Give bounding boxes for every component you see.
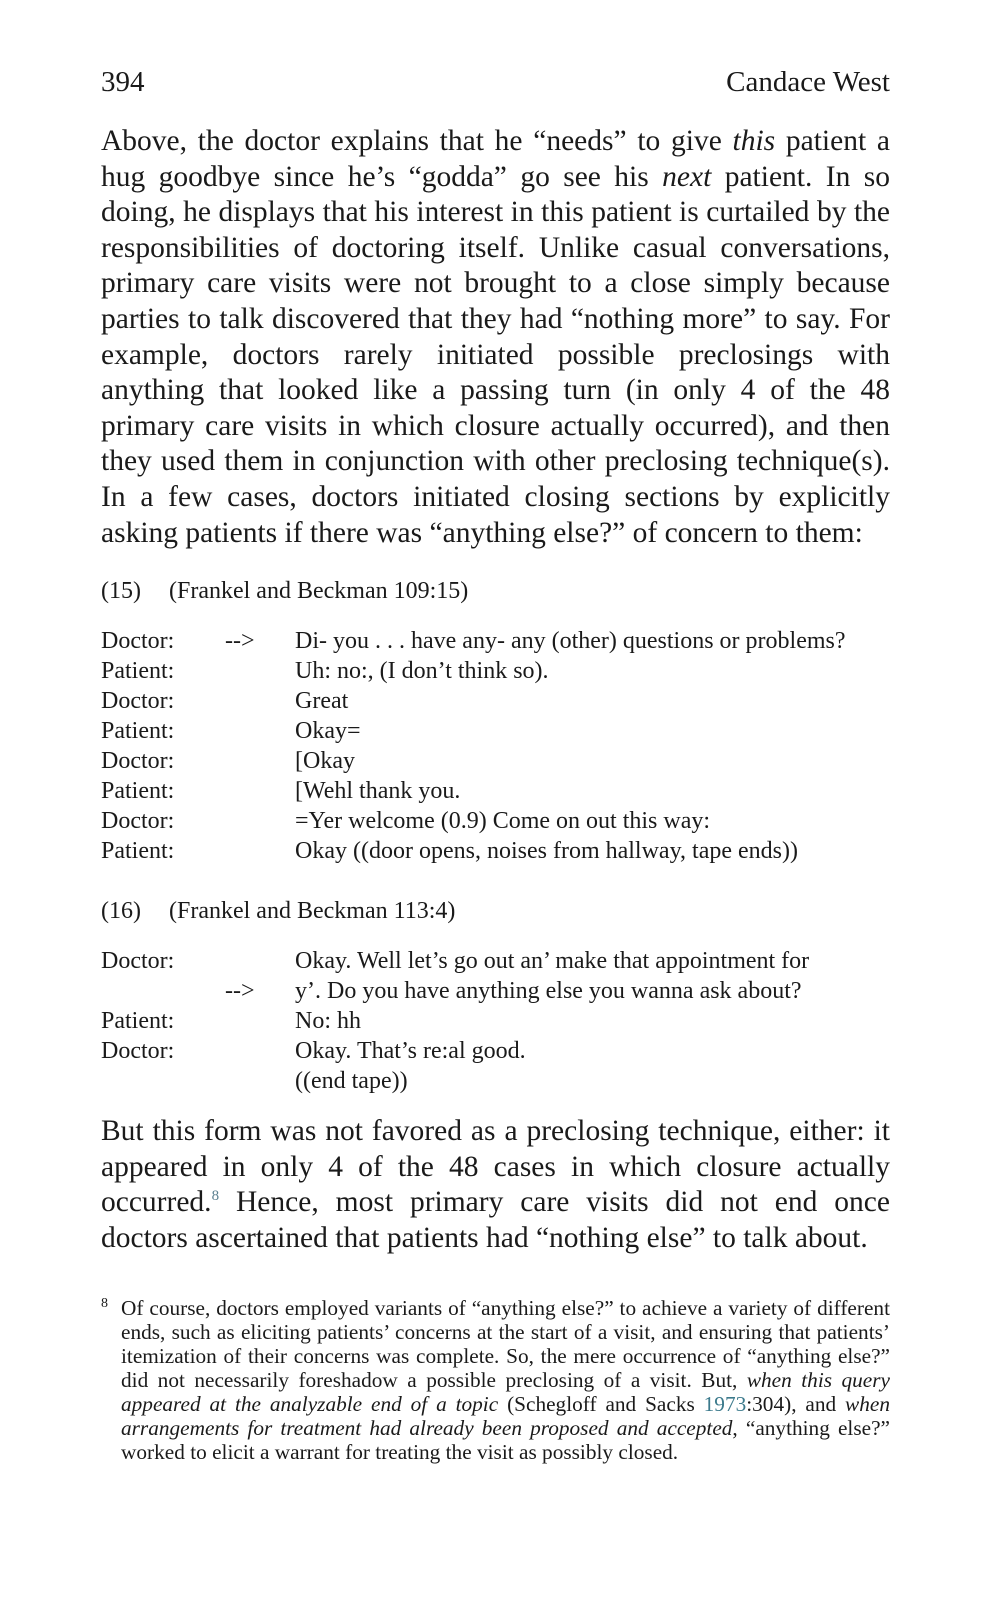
text-segment: patient. In so doing, he displays that his interest in this patient is curtailed by the responsibilities of doctoring itself. Unlike casual conversations, primary care visits were not brought to a close simply because parties to talk discovered that they had “nothing more” to say. For example, doctors rarely initiated possible preclosings with anything that looked like a passing turn (in only 4 of the 48 primary care visits in which closure actually occurred), and then they used them in conjunction with other preclosing technique(s). In a few cases, doctors initiated closing sections by explicitly asking patients if there was “anything else?” of concern to them:	[101, 160, 890, 549]
footnote-body	[121, 1296, 890, 1464]
utterance: y’. Do you have anything else you wanna ask about?	[295, 978, 802, 1004]
speaker-label: Patient:	[101, 838, 175, 864]
utterance: Di- you . . . have any- any (other) questions or problems?	[295, 628, 846, 654]
page-number: 394	[101, 66, 145, 98]
running-header	[101, 66, 890, 102]
text-segment: :304), and	[746, 1392, 846, 1416]
transcript-line	[101, 776, 901, 806]
footnote	[101, 1296, 890, 1464]
example-16-heading	[101, 898, 455, 925]
utterance: Okay ((door opens, noises from hallway, tape ends))	[295, 838, 798, 864]
utterance: Great	[295, 688, 349, 714]
transcript-line	[101, 686, 901, 716]
utterance: [Wehl thank you.	[295, 778, 461, 804]
text-segment: But this form was not favored as a preclosing technique, either: it appeared in only 4 of the 48 cases in which closure actually occurred.	[101, 1115, 890, 1219]
utterance: Uh: no:, (I don’t think so).	[295, 658, 549, 684]
speaker-label: Doctor:	[101, 688, 175, 714]
transcript-line	[101, 746, 901, 776]
example-15-heading	[101, 578, 468, 605]
utterance: Okay. Well let’s go out an’ make that appointment for	[295, 948, 810, 974]
transcript-line	[101, 1006, 901, 1036]
utterance: =Yer welcome (0.9) Come on out this way:	[295, 808, 711, 834]
emphasis-this: this	[732, 125, 776, 157]
emphasis: when this query appeared at the analyzable end of a topic	[121, 1368, 890, 1416]
citation-link[interactable]: 1973	[703, 1392, 747, 1416]
footnote-reference[interactable]: 8	[211, 1188, 220, 1205]
transcript-line	[101, 836, 901, 866]
utterance: ((end tape))	[295, 1068, 408, 1094]
utterance: No: hh	[295, 1008, 361, 1034]
example-number: (15)	[101, 578, 141, 604]
text-segment: patient a hug goodbye since he’s “godda” go see his	[101, 125, 890, 193]
speaker-label: Doctor:	[101, 1038, 175, 1064]
text-segment: , “anything else?” worked to elicit a warrant for treating the visit as possibly closed.	[121, 1416, 890, 1464]
example-source: (Frankel and Beckman 113:4)	[169, 898, 456, 924]
speaker-label: Patient:	[101, 658, 175, 684]
transcript-line	[101, 656, 901, 686]
transcript-line	[101, 976, 901, 1006]
transcript-line	[101, 1066, 901, 1096]
example-number: (16)	[101, 898, 141, 924]
utterance: [Okay	[295, 748, 355, 774]
target-arrow: -->	[225, 628, 255, 654]
speaker-label: Patient:	[101, 778, 175, 804]
body-paragraph-2	[101, 1114, 890, 1256]
speaker-label: Patient:	[101, 1008, 175, 1034]
utterance: Okay. That’s re:al good.	[295, 1038, 526, 1064]
text-segment: (Schegloff and Sacks	[498, 1392, 704, 1416]
speaker-label: Doctor:	[101, 628, 175, 654]
transcript-line	[101, 806, 901, 836]
speaker-label: Doctor:	[101, 808, 175, 834]
transcript-line	[101, 716, 901, 746]
example-source: (Frankel and Beckman 109:15)	[169, 578, 469, 604]
running-head-author: Candace West	[726, 66, 890, 98]
text-segment: Hence, most primary care visits did not end once doctors ascertained that patients had “nothing else” to talk about.	[101, 1186, 890, 1254]
footnote-mark: 8	[101, 1296, 108, 1311]
transcript-line	[101, 626, 901, 656]
utterance: Okay=	[295, 718, 361, 744]
emphasis: when arrangements for treatment had already been proposed and accepted	[121, 1392, 890, 1440]
text-segment: Of course, doctors employed variants of “anything else?” to achieve a variety of different ends, such as eliciting patients’ concerns at the start of a visit, and ensuring that patients’ itemization of their concerns was complete. So, the mere occurrence of “anything else?” did not necessarily foreshadow a possible preclosing of a visit. But,	[121, 1296, 890, 1392]
speaker-label: Doctor:	[101, 748, 175, 774]
text-segment: Above, the doctor explains that he “needs” to give	[101, 125, 733, 157]
speaker-label: Patient:	[101, 718, 175, 744]
transcript-example-16	[101, 946, 901, 1096]
transcript-line	[101, 946, 901, 976]
speaker-label: Doctor:	[101, 948, 175, 974]
emphasis-next: next	[662, 160, 712, 193]
body-paragraph-1	[101, 124, 890, 551]
transcript-example-15	[101, 626, 901, 866]
target-arrow: -->	[225, 978, 255, 1004]
transcript-line	[101, 1036, 901, 1066]
